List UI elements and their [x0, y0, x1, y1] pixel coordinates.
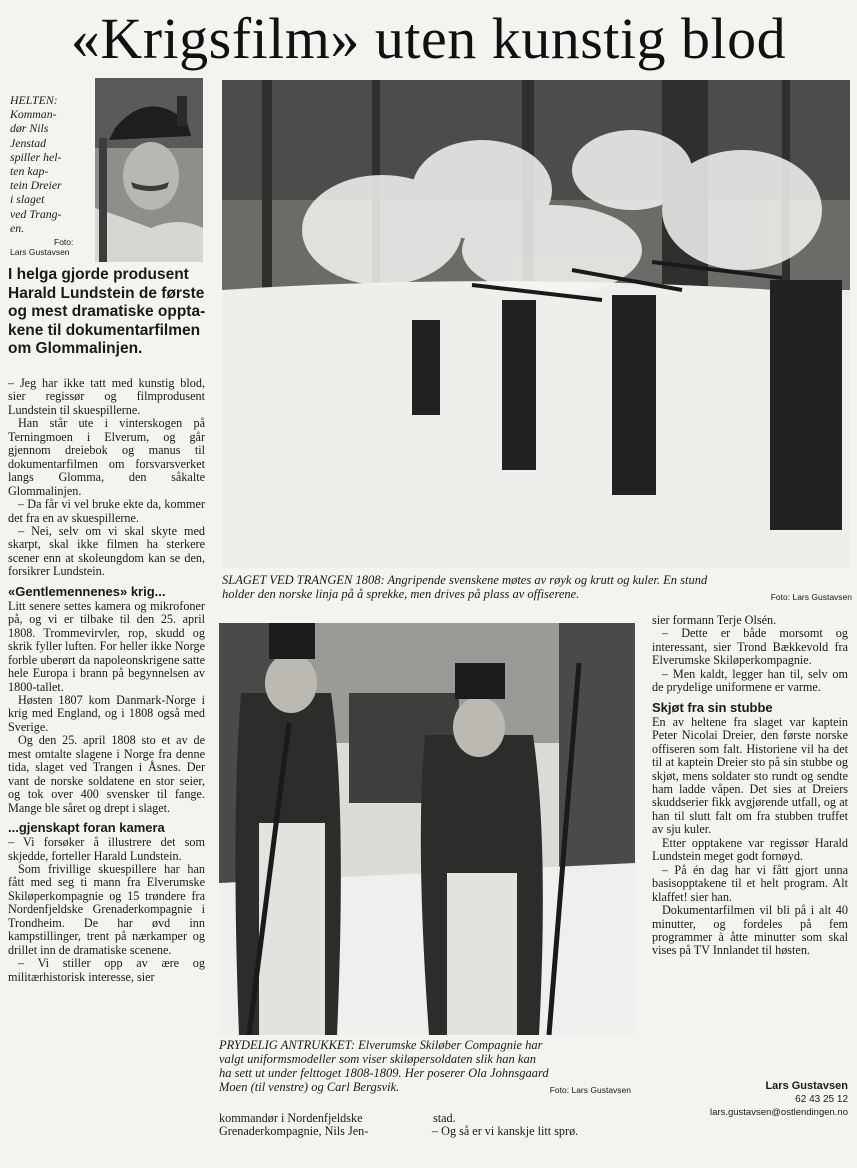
caption-line: spiller hel- [10, 149, 62, 164]
battle-caption-line1: SLAGET VED TRANGEN 1808: Angripende svenskene møtes av røyk og krutt og kuler. En stund [222, 573, 708, 587]
paragraph: – Nei, selv om vi skal skyte med skarpt, skal ikke filmen ha sterkere scener enn at skoleungdom kan se den, forsikrer Lundstein. [8, 523, 205, 579]
subheading: Skjøt fra sin stubbe [652, 699, 773, 715]
intro-line: og mest dramatiske oppta- [8, 303, 206, 320]
column-2 [219, 1111, 456, 1139]
paragraph: Etter opptakene var regissør Harald Lundstein meget godt fornøyd. [652, 835, 848, 864]
paragraph: – Vi stiller opp av ære og militærhistorisk interesse, sier [8, 956, 205, 984]
text-line: Grenaderkompagnie, Nils Jen- [219, 1124, 369, 1139]
caption-line: Jenstad [10, 135, 47, 150]
caption-line: ha sett ut under felttoget 1808-1809. Her poserer Ola Johnsgaard [219, 1066, 549, 1080]
credit-line: Foto: [54, 237, 74, 248]
intro-lead [8, 266, 213, 359]
battle-photo [222, 80, 850, 568]
headline: «Krigsfilm» uten kunstig blod [70, 6, 787, 71]
paragraph: Dokumentarfilmen vil bli på i alt 40 minutter, og fordeles på fem programmer à åtte minutter som skal vises på TV Innlandet til høsten. [652, 903, 848, 958]
caption-line: ten kap- [10, 164, 49, 179]
paragraph: – Men kaldt, legger han til, selv om de prydelige uniformene er varme. [652, 666, 848, 695]
subheading: «Gentlemennenes» krig... [8, 583, 166, 599]
credit-line: Lars Gustavsen [10, 247, 70, 258]
byline-phone: 62 43 25 12 [795, 1094, 848, 1105]
column-3 [432, 1125, 637, 1138]
portrait-caption-text [10, 93, 92, 235]
paragraph: Høsten 1807 kom Danmark-Norge i krig med England, og i 1808 også med Sverige. [8, 692, 205, 734]
battle-caption-line2-row [222, 587, 852, 601]
portrait-photo [95, 78, 203, 262]
intro-line: om Glommalinjen. [8, 340, 143, 357]
paragraph: – På én dag har vi fått gjort unna basisopptakene til et helt program. Alt klaffet! sier han. [652, 862, 848, 904]
subheading: ...gjenskapt foran kamera [8, 820, 165, 836]
column-1 [8, 377, 205, 984]
byline-email: lars.gustavsen@ostlendingen.no [710, 1107, 848, 1118]
column-4 [652, 614, 848, 958]
soldiers-photo-credit: Foto: Lars Gustavsen [549, 1085, 631, 1095]
portrait-caption [10, 93, 92, 257]
battle-caption [222, 573, 852, 601]
paragraph: Han står ute i vinterskogen på Terningmoen i Elverum, og går gjennom dreiebok og manus til dokumentarfilmen om forsvarsverket langs Glomma, den såkalte Glommalinjen. [8, 416, 205, 498]
paragraph: sier formann Terje Olsén. [652, 613, 777, 627]
soldiers-photo [219, 623, 635, 1035]
paragraph: Litt senere settes kamera og mikrofoner på, og vi er tilbake til den 25. april 1808. Trommevirvler, rop, skudd og skrik fyller luften. For heller ikke Norge forble uberørt da napoleonskrigene satte hele Europa i brann på begynnelsen av 1800-tallet. [8, 598, 205, 694]
intro-line: Harald Lundstein de første [8, 284, 205, 302]
caption-line-row [219, 1080, 635, 1094]
text-line: stad. [433, 1111, 456, 1125]
paragraph: – Vi forsøker å illustrere det som skjedde, forteller Harald Lundstein. [8, 835, 205, 863]
caption-line: i slaget [10, 192, 45, 207]
battle-photo-credit: Foto: Lars Gustavsen [770, 592, 852, 602]
caption-line: dør Nils [10, 121, 49, 136]
caption-line: valgt uniformsmodeller som viser skiløpersoldaten slik han kan [219, 1052, 536, 1066]
text-line: – Og så er vi kanskje litt sprø. [432, 1124, 579, 1138]
intro-line: I helga gjorde produsent [8, 266, 189, 283]
battle-caption-line2: holder den norske linja på å sprekke, men drives på plass av offiserene. [222, 587, 580, 601]
caption-line: tein Dreier [10, 178, 62, 193]
paragraph: – Da får vi vel bruke ekte da, kommer det fra en av skuespillerne. [8, 497, 205, 525]
intro-line: kene til dokumentarfilmen [8, 321, 201, 339]
caption-line: ved Trang- [10, 206, 62, 221]
text-line: kommandør i Nordenfjeldske [219, 1111, 363, 1126]
portrait-credit [10, 237, 92, 257]
soldiers-caption [219, 1038, 635, 1094]
byline-name: Lars Gustavsen [765, 1080, 848, 1092]
caption-line: PRYDELIG ANTRUKKET: Elverumske Skiløber Compagnie har [219, 1038, 543, 1052]
caption-line: Moen (til venstre) og Carl Bergsvik. [219, 1080, 400, 1094]
paragraph: – Jeg har ikke tatt med kunstig blod, sier regissør og filmprodusent Lundstein til skuespillerne. [8, 376, 205, 417]
paragraph: Som frivillige skuespillere har han fått med seg ti mann fra Elverumske Skiløperkompagnie og 15 trøndere fra Nordenfjeldske Grenaderkompagnie i Trondheim. De har øvd inn kampstillinger, trent på nærkamper og drillet inn de dramatiske scenene. [8, 861, 205, 957]
byline [652, 1080, 848, 1119]
paragraph: Og den 25. april 1808 sto et av de mest omtalte slagene i Norge fra denne tida, slaget ved Trangen i Åsnes. Der vant de norske soldatene en stor seier, og tok over 400 svensker til fange. Mange ble såret og drept i slaget. [8, 733, 205, 815]
caption-line: en. [10, 220, 25, 235]
caption-line: Komman- [10, 107, 57, 122]
paragraph: – Dette er både morsomt og interessant, sier Trond Bækkevold fra Elverumske Skiløperkompagnie. [652, 626, 848, 668]
paragraph: En av heltene fra slaget var kaptein Peter Nicolai Dreier, den første norske offiseren som falt. Historiene vil ha det til at kaptein Dreier sto på sin stubbe og skjøt, mens soldater sto rundt og sendte ham ladde våpen. Det sies at Dreiers skuddserier fikk avgjørende utfall, og at han til slutt falt om fra stubben truffet av sju kuler. [652, 714, 848, 837]
caption-line: HELTEN: [10, 93, 58, 107]
